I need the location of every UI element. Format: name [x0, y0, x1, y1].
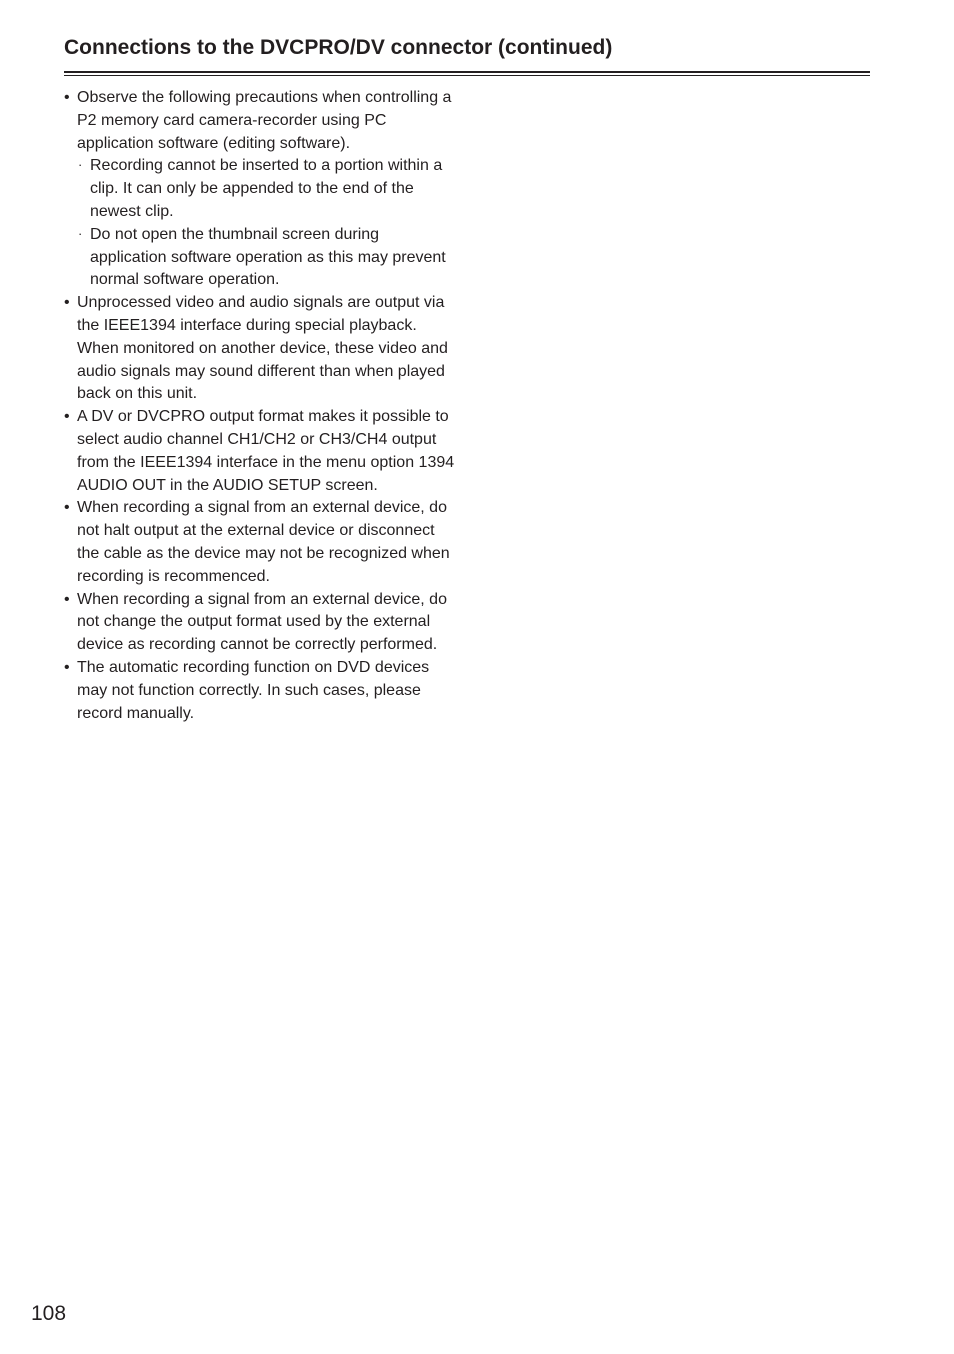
sub-precautions-list — [77, 155, 456, 292]
note-text: A DV or DVCPRO output format makes it possible to select audio channel CH1/CH2 or CH3/CH4 output from the IEEE1394 interface in the menu option 1394 AUDIO OUT in the AUDIO SETUP screen. — [77, 408, 455, 494]
subnote-text: Do not open the thumbnail screen during application software operation as this may prevent normal software operation. — [90, 225, 446, 289]
bullet-icon: • — [64, 89, 70, 106]
sub-bullet-icon: · — [78, 157, 83, 173]
note-audio-channel — [64, 406, 456, 497]
header-rule-thick — [64, 71, 870, 73]
subnote-text: Recording cannot be inserted to a portion within a clip. It can only be appended to the end of the newest clip. — [90, 157, 443, 220]
note-text: Unprocessed video and audio signals are output via the IEEE1394 interface during special playback. When monitored on another device, these video and audio signals may sound different than when played back on this unit. — [77, 294, 448, 403]
bullet-icon: • — [64, 408, 70, 426]
bullet-icon: • — [64, 590, 70, 608]
sub-bullet-icon: · — [78, 225, 83, 241]
subnote-thumbnail-screen — [77, 224, 456, 292]
note-output-format — [64, 589, 456, 657]
subnote-insert-recording — [77, 155, 456, 223]
note-editing-software — [64, 87, 456, 292]
note-text: When recording a signal from an external device, do not change the output format used by the external device as recording cannot be correctly performed. — [77, 590, 447, 654]
precautions-list — [64, 87, 456, 725]
note-special-playback — [64, 292, 456, 406]
bullet-icon: • — [64, 499, 70, 517]
note-text: The automatic recording function on DVD devices may not function correctly. In such cases, please record manually. — [77, 658, 430, 722]
note-halt-output — [64, 497, 456, 588]
note-dvd-recording — [64, 657, 456, 725]
note-text: When recording a signal from an external device, do not halt output at the external device or disconnect the cable as the device may not be recognized when recording is recommenced. — [77, 499, 450, 585]
bullet-icon: • — [64, 294, 70, 312]
bullet-icon: • — [64, 658, 70, 676]
header-rule-thin — [64, 75, 870, 76]
note-text: Observe the following precautions when controlling a P2 memory card camera-recorder using PC application software (editing software). — [77, 89, 452, 152]
section-title: Connections to the DVCPRO/DV connector (continued) — [64, 36, 613, 59]
page-number: 108 — [31, 1302, 67, 1325]
